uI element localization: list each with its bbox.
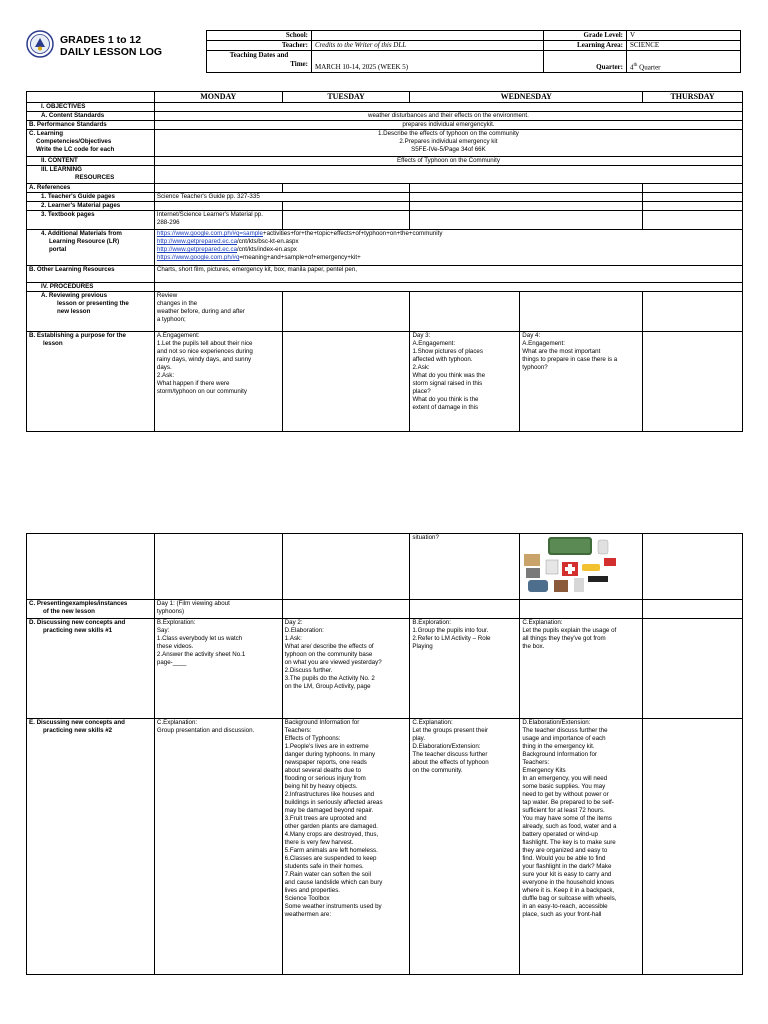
- d1-wed-line: Playing: [412, 643, 433, 650]
- content-value: Effects of Typhoon on the Community: [154, 157, 742, 166]
- e-thu-line: place, such as your front-hall: [522, 911, 602, 918]
- tg-wed: [410, 193, 643, 202]
- link-google-sample-suffix: +activities+for+the+topic+effects+of+typhoon+on+the+community: [262, 230, 443, 237]
- e-tue-line: and cause landslide which can bury: [284, 879, 383, 886]
- review-friday: [643, 292, 743, 332]
- review-tuesday: [282, 292, 410, 332]
- e-wed-line: Let the groups present their: [412, 727, 489, 734]
- d1-tue-line: 1.Ask:: [284, 635, 302, 642]
- e-tue-line: may be damaged beyond repair.: [284, 807, 374, 814]
- link-getprepared-2-suffix: /cnt/kts/index-en.aspx: [237, 246, 297, 253]
- learning-competencies-label: [27, 130, 155, 157]
- performance-standards-label: B. Performance Standards: [27, 121, 155, 130]
- purpose-thursday: [520, 332, 643, 432]
- e-tue-line: 2.Infrastructures like houses and: [284, 791, 375, 798]
- e-wed-line: play.: [412, 735, 426, 742]
- lc-label-1: C. Learning: [29, 130, 64, 137]
- lc-item-1: 1.Describe the effects of typhoon on the community: [377, 130, 519, 137]
- purpose-thu-line: Day 4:: [522, 332, 541, 339]
- d1-label-2: practicing new skills #1: [43, 627, 113, 634]
- e-thu-line: sufficient for at least 72 hours.: [522, 807, 605, 814]
- e-mon-line: C.Explanation:: [156, 719, 198, 726]
- e-thu-line: Background Information for: [522, 751, 597, 758]
- e-thu-line: thing in the emergency kit.: [522, 743, 595, 750]
- ref-mon: [154, 184, 282, 193]
- e-thu-line: D.Elaboration/Extension:: [522, 719, 591, 726]
- d1-mon-line: these videos.: [156, 643, 194, 650]
- review-monday: [154, 292, 282, 332]
- e-thu-line: your flashlight in the dark? Make: [522, 863, 612, 870]
- p2-mon-blank: [154, 534, 282, 600]
- school-label: School:: [207, 31, 312, 41]
- references-label: A. References: [27, 184, 155, 193]
- e-tue-line: there is very few harvest.: [284, 839, 354, 846]
- e-thu-line: some basic supplies. You may: [522, 783, 606, 790]
- d1-wed-line: 2.Refer to LM Activity – Role: [412, 635, 491, 642]
- purpose-tuesday: [282, 332, 410, 432]
- present-tuesday: [282, 600, 410, 619]
- learning-resources-label: [27, 166, 155, 184]
- lm-tue: [282, 202, 410, 211]
- objectives-label: I. OBJECTIVES: [27, 103, 155, 112]
- present-mon-line: Day 1: (Film viewing about: [156, 600, 230, 607]
- purpose-mon-line: 1.Let the pupils tell about their nice: [156, 340, 253, 347]
- d1-mon-line: Say:: [156, 627, 170, 634]
- other-resources-label: B. Other Learning Resources: [27, 266, 155, 283]
- e-thu-line: In an emergency, you will need: [522, 775, 608, 782]
- e-thu-line: You may have some of the items: [522, 815, 612, 822]
- ref-thu: [643, 184, 743, 193]
- p2-wed-continued: situation?: [410, 534, 520, 600]
- purpose-wednesday: [410, 332, 520, 432]
- quarter-suffix: th: [633, 62, 638, 68]
- d1-tue-line: 3.The pupils do the Activity No. 2: [284, 675, 375, 682]
- e-thursday: [520, 719, 643, 975]
- e-tue-line: lives and properties.: [284, 887, 341, 894]
- e-tue-line: Some weather instruments used by: [284, 903, 382, 910]
- purpose-thu-line: A.Engagement:: [522, 340, 565, 347]
- purpose-wed-line: 1.Show pictures of places: [412, 348, 483, 355]
- e-friday: [643, 719, 743, 975]
- d1-wed-line: B.Exploration:: [412, 619, 451, 626]
- lc-label-3: Write the LC code for each: [36, 146, 115, 153]
- link-getprepared-2[interactable]: http://www.getprepared.ec.ca: [156, 246, 238, 253]
- d1-thu-line: all things they they've got from: [522, 635, 606, 642]
- teaching-dates-label: [207, 51, 312, 73]
- purpose-friday: [643, 332, 743, 432]
- ref-tue: [282, 184, 410, 193]
- e-mon-line: Group presentation and discussion.: [156, 727, 255, 734]
- learning-resources-cell: [154, 166, 742, 184]
- purpose-label-1: B. Establishing a purpose for the: [29, 332, 126, 339]
- grade-level-label: Grade Level:: [544, 31, 627, 41]
- teachers-guide-label: 1. Teacher's Guide pages: [27, 193, 155, 202]
- d1-wednesday: [410, 619, 520, 719]
- d1-thu-line: the box.: [522, 643, 545, 650]
- learning-area-label: Learning Area:: [544, 41, 627, 51]
- tg-thu: [643, 193, 743, 202]
- quarter-number: 4: [630, 63, 634, 71]
- lc-item-2: 2.Prepares individual emergency kit: [399, 138, 498, 145]
- e-wed-line: on the community.: [412, 767, 463, 774]
- review-mon-line: a typhoon;: [156, 316, 186, 323]
- day-header-wednesday: WEDNESDAY: [410, 92, 643, 103]
- quarter-word: Quarter: [639, 63, 661, 71]
- d1-thu-line: Let the pupils explain the usage of: [522, 627, 617, 634]
- review-mon-line: changes in the: [156, 300, 198, 307]
- e-tue-line: students safe in their homes.: [284, 863, 364, 870]
- content-standards-label: A. Content Standards: [27, 112, 155, 121]
- e-tue-line: 3.Fruit trees are uprooted and: [284, 815, 367, 822]
- e-tue-line: Science Toolbox: [284, 895, 330, 902]
- presenting-examples-label: [27, 600, 155, 619]
- d1-tuesday: [282, 619, 410, 719]
- learning-competencies-value: [154, 130, 742, 157]
- purpose-mon-line: 2.Ask:: [156, 372, 175, 379]
- teachers-guide-value: Science Teacher's Guide pp. 327-335: [154, 193, 410, 202]
- tb-tue: [282, 211, 410, 230]
- e-label-1: E. Discussing new concepts and: [29, 719, 125, 726]
- present-wednesday: [410, 600, 520, 619]
- grade-level-value: V: [627, 31, 741, 41]
- content-standards-value: weather disturbances and their effects on the environment.: [154, 112, 742, 121]
- p2-thu-image-cell: [520, 534, 643, 600]
- e-tue-line: 7.Rain water can soften the soil: [284, 871, 371, 878]
- e-thu-line: battery operated or wind-up: [522, 831, 598, 838]
- e-tue-line: danger during typhoons. In many: [284, 751, 376, 758]
- d1-tue-line: D.Elaboration:: [284, 627, 324, 634]
- purpose-thu-line: What are the most important: [522, 348, 601, 355]
- lesson-log-table-page-1: [26, 91, 743, 432]
- teaching-dates-value: MARCH 10-14, 2025 (WEEK 5): [312, 51, 544, 73]
- purpose-thu-line: typhoon?: [522, 364, 548, 371]
- p2-label-blank: [27, 534, 155, 600]
- d1-tue-line: Day 2:: [284, 619, 303, 626]
- discussing-1-label: [27, 619, 155, 719]
- link-google-kit-suffix: =meaning+and+sample+of+emergency+kit+: [239, 254, 361, 261]
- review-label-3: new lesson: [57, 308, 91, 315]
- review-thursday: [520, 292, 643, 332]
- d1-monday: [154, 619, 282, 719]
- purpose-wed-line: extent of damage in this: [412, 404, 479, 411]
- purpose-wed-line: A.Engagement:: [412, 340, 456, 347]
- e-tue-line: about several deaths due to: [284, 767, 362, 774]
- e-tue-line: newspaper reports, one reads: [284, 759, 367, 766]
- e-tue-line: Effects of Typhoons:: [284, 735, 341, 742]
- purpose-monday: [154, 332, 282, 432]
- e-tue-line: Teachers:: [284, 727, 312, 734]
- e-wed-line: about the effects of typhoon: [412, 759, 489, 766]
- add-label-3: portal: [49, 246, 67, 253]
- e-thu-line: The teacher discuss further the: [522, 727, 608, 734]
- tb-thu: [643, 211, 743, 230]
- purpose-wed-line: affected with typhoon.: [412, 356, 473, 363]
- e-tue-line: weathermen are:: [284, 911, 332, 918]
- e-tue-line: Background Information for: [284, 719, 360, 726]
- e-thu-line: usage and importance of each: [522, 735, 606, 742]
- d1-tue-line: What are/ describe the effects of: [284, 643, 374, 650]
- tb-line-2: 288-296: [156, 219, 180, 226]
- additional-materials-label: [27, 230, 155, 266]
- e-thu-line: find. Would you be able to find: [522, 855, 606, 862]
- deped-seal-logo: [26, 30, 54, 58]
- e-tue-line: 5.Farm animals are left homeless.: [284, 847, 378, 854]
- e-thu-line: already, such as food, water and a: [522, 823, 617, 830]
- lm-thu: [643, 202, 743, 211]
- e-tue-line: flooding or serious injury from: [284, 775, 366, 782]
- learners-material-label: 2. Learner's Material pages: [27, 202, 155, 211]
- d1-tue-line: typhoon on the community base: [284, 651, 373, 658]
- lm-wed: [410, 202, 643, 211]
- e-tue-line: 1.People's lives are in extreme: [284, 743, 369, 750]
- other-resources-value: Charts, short film, pictures, emergency kit, box, manila paper, pentel pen,: [154, 266, 742, 283]
- p2-tue-blank: [282, 534, 410, 600]
- d1-mon-line: B.Exploration:: [156, 619, 196, 626]
- e-wednesday: [410, 719, 520, 975]
- purpose-label-2: lesson: [43, 340, 63, 347]
- e-thu-line: flashlight. The key is to make sure: [522, 839, 616, 846]
- review-mon-line: Review: [156, 292, 178, 299]
- review-label-2: lesson or presenting the: [57, 300, 129, 307]
- textbook-pages-value: [154, 211, 282, 230]
- d1-label-1: D. Discussing new concepts and: [29, 619, 126, 626]
- purpose-wed-line: What do you think is the: [412, 396, 479, 403]
- school-value: [312, 31, 544, 41]
- e-thu-line: in an easy-to-reach, accessible: [522, 903, 608, 910]
- e-tue-line: 6.Classes are suspended to keep: [284, 855, 377, 862]
- quarter-label: Quarter:: [544, 51, 627, 73]
- title-line-1: GRADES 1 to 12: [60, 34, 142, 46]
- ref-wed: [410, 184, 643, 193]
- e-wed-line: C.Explanation:: [412, 719, 453, 726]
- procedures-cell: [154, 283, 742, 292]
- add-label-2: Learning Resource (LR): [49, 238, 120, 245]
- emergency-kit-image: [520, 534, 620, 596]
- d1-mon-line: 1.Class everybody let us watch: [156, 635, 243, 642]
- d1-tue-line: on what you are viewed yesterday?: [284, 659, 382, 666]
- e-thu-line: need to get by without power or: [522, 791, 609, 798]
- e-wed-line: D.Elaboration/Extension:: [412, 743, 481, 750]
- lesson-log-table-page-2: [26, 533, 743, 975]
- present-friday: [643, 600, 743, 619]
- purpose-mon-line: and not so nice experiences during: [156, 348, 253, 355]
- teacher-label: Teacher:: [207, 41, 312, 51]
- e-thu-line: duffle bag or suitcase with wheels,: [522, 895, 617, 902]
- d1-mon-line: 2.Answer the activity sheet No.1: [156, 651, 246, 658]
- tb-wed: [410, 211, 643, 230]
- purpose-wed-line: 2.Ask:: [412, 364, 430, 371]
- additional-materials-links: [154, 230, 742, 266]
- discussing-2-label: [27, 719, 155, 975]
- e-thu-line: they are organized and easy to: [522, 847, 608, 854]
- lr-label-2: RESOURCES: [75, 174, 115, 181]
- d1-tue-line: on the LM, Group Activity, page: [284, 683, 371, 690]
- e-tue-line: being hit by heavy objects.: [284, 783, 358, 790]
- d1-tue-line: 2.Discuss further.: [284, 667, 333, 674]
- present-thursday: [520, 600, 643, 619]
- textbook-pages-label: 3. Textbook pages: [27, 211, 155, 230]
- objectives-cell: [154, 103, 742, 112]
- p2-fri-blank: [643, 534, 743, 600]
- d1-mon-line: page-____: [156, 659, 187, 666]
- link-google-sample[interactable]: https://www.google.com.ph/#q=sample: [156, 230, 263, 237]
- present-monday: [154, 600, 282, 619]
- quarter-value: [627, 51, 741, 73]
- purpose-mon-line: storm/typhoon on our community: [156, 388, 247, 395]
- link-getprepared-1[interactable]: http://www.getprepared.ec.ca: [156, 238, 238, 245]
- e-tue-line: buildings in seriously affected areas: [284, 799, 383, 806]
- establishing-purpose-label: [27, 332, 155, 432]
- add-label-1: 4. Additional Materials from: [41, 230, 122, 237]
- procedures-label: IV. PROCEDURES: [27, 283, 155, 292]
- d1-thu-line: C.Explanation:: [522, 619, 563, 626]
- content-label: II. CONTENT: [27, 157, 155, 166]
- e-thu-line: Emergency Kits: [522, 767, 566, 774]
- lr-label-1: III. LEARNING: [41, 166, 82, 173]
- e-thu-line: where it is. Keep it in a backpack,: [522, 887, 615, 894]
- day-header-monday: MONDAY: [154, 92, 282, 103]
- corner-cell: [27, 92, 155, 103]
- reviewing-lesson-label: [27, 292, 155, 332]
- e-tue-line: 4.Many crops are destroyed, thus,: [284, 831, 379, 838]
- purpose-wed-line: storm signal raised in this: [412, 380, 483, 387]
- d1-wed-line: 1.Group the pupils into four.: [412, 627, 489, 634]
- present-mon-line: typhoons): [156, 608, 185, 615]
- teaching-dates-label-2: Time:: [290, 60, 308, 68]
- purpose-mon-line: rainy days, windy days, and sunny: [156, 356, 252, 363]
- purpose-mon-line: days.: [156, 364, 172, 371]
- present-label-1: C. Presentingexamples/instances: [29, 600, 128, 607]
- performance-standards-value: prepares individual emergencykit.: [154, 121, 742, 130]
- lm-mon: [154, 202, 282, 211]
- d1-friday: [643, 619, 743, 719]
- header-info-table: [206, 30, 741, 73]
- purpose-thu-line: things to prepare in case there is a: [522, 356, 618, 363]
- review-label-1: A. Reviewing previous: [41, 292, 108, 299]
- link-google-kit[interactable]: https://www.google.com.ph/#q: [156, 254, 240, 261]
- e-tuesday: [282, 719, 410, 975]
- teaching-dates-label-1: Teaching Dates and: [229, 51, 289, 59]
- e-thu-line: everyone in the household knows: [522, 879, 615, 886]
- present-label-2: of the new lesson: [43, 608, 95, 615]
- e-label-2: practicing new skills #2: [43, 727, 113, 734]
- purpose-wed-line: place?: [412, 388, 431, 395]
- teacher-value: Credits to the Writer of this DLL: [312, 41, 544, 51]
- purpose-wed-line: What do you think was the: [412, 372, 486, 379]
- e-tue-line: other garden plants are damaged.: [284, 823, 378, 830]
- title-line-2: DAILY LESSON LOG: [60, 46, 163, 58]
- purpose-wed-line: Day 3:: [412, 332, 431, 339]
- review-wednesday: [410, 292, 520, 332]
- page-title: [60, 34, 162, 58]
- day-header-tuesday: TUESDAY: [282, 92, 410, 103]
- tb-line-1: Internet/Science Learner's Material pp.: [156, 211, 263, 218]
- lc-label-2: Competencies/Objectives: [36, 138, 112, 145]
- e-monday: [154, 719, 282, 975]
- purpose-mon-line: A.Engagement:: [156, 332, 200, 339]
- d1-thursday: [520, 619, 643, 719]
- lc-code: S5FE-IVe-5/Page 34of 66K: [411, 146, 486, 153]
- review-mon-line: weather before, during and after: [156, 308, 245, 315]
- e-wed-line: The teacher discuss further: [412, 751, 488, 758]
- e-thu-line: sure your kit is easy to carry and: [522, 871, 612, 878]
- e-thu-line: Teachers:: [522, 759, 550, 766]
- purpose-mon-line: What happen if there were: [156, 380, 230, 387]
- day-header-thursday: THURSDAY: [643, 92, 743, 103]
- learning-area-value: SCIENCE: [627, 41, 741, 51]
- e-thu-line: tap water. Be prepared to be self-: [522, 799, 614, 806]
- link-getprepared-1-suffix: /cnt/kts/bsc-kt-en.aspx: [237, 238, 299, 245]
